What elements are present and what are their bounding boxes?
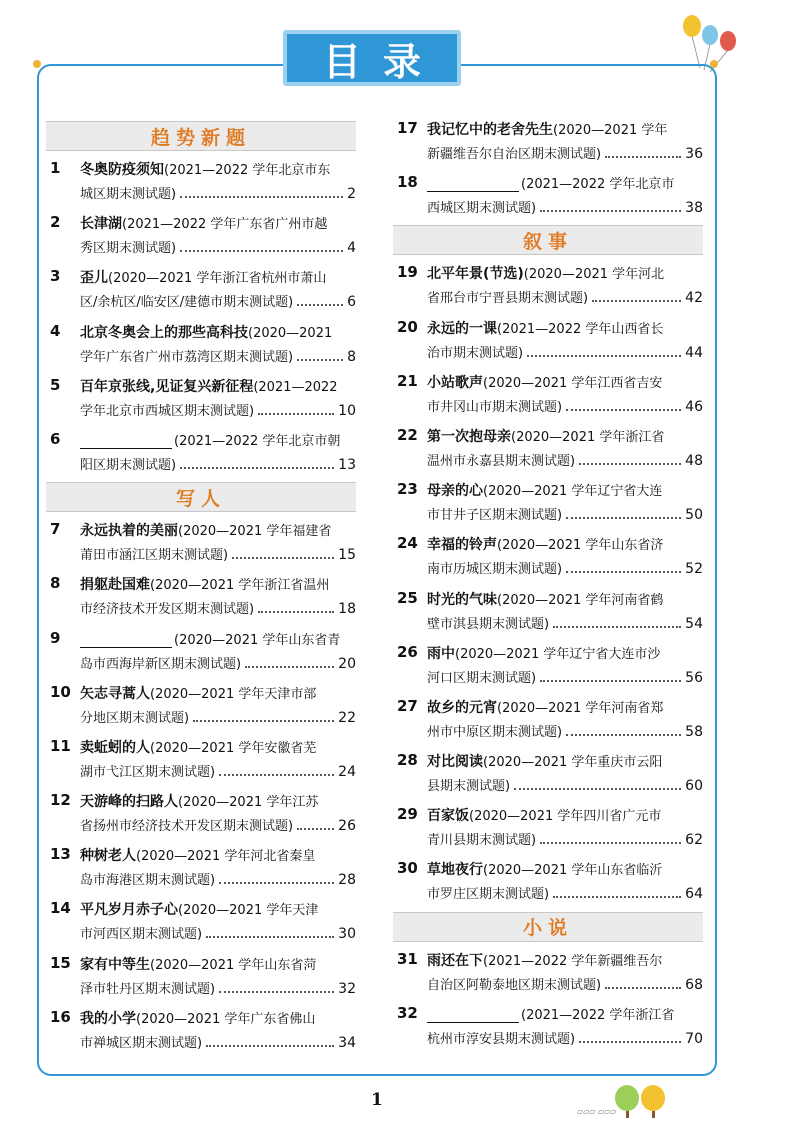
entry-page: 4 <box>347 240 356 257</box>
page-number: 1 <box>371 1090 383 1110</box>
toc-entry[interactable]: 13 种树老人(2020—2021 学年河北省秦皇 岛市海港区期末测试题) 28 <box>50 845 356 889</box>
entry-source: (2021—2022 学年北京市东 <box>164 163 331 178</box>
entry-title: 北京冬奥会上的那些高科技 <box>80 324 248 341</box>
entry-page: 42 <box>685 290 703 307</box>
toc-entry[interactable]: 4 北京冬奥会上的那些高科技(2020—2021 学年广东省广州市荔湾区期末测试题) 8 <box>50 321 356 365</box>
entry-title: 幸福的铃声 <box>427 537 497 554</box>
entry-title: 草地夜行 <box>427 862 483 879</box>
entry-title: 天游峰的扫路人 <box>80 794 178 811</box>
entry-page: 58 <box>685 723 703 740</box>
entry-source: (2021—2022 学年山西省长 <box>497 321 664 337</box>
page-title-text: 目录 <box>322 39 443 84</box>
entry-page: 60 <box>685 778 703 795</box>
entry-page: 15 <box>338 547 356 564</box>
entry-page: 28 <box>338 872 356 889</box>
entry-title: 卖蚯蚓的人 <box>80 739 150 756</box>
entry-title: 歪儿 <box>80 270 108 287</box>
entry-source: (2020—2021 学年江西省吉安 <box>483 375 663 391</box>
toc-right-column <box>393 117 703 1056</box>
toc-entry[interactable]: 28 对比阅读(2020—2021 学年重庆市云阳 县期末测试题) 60 <box>397 751 703 795</box>
entry-source: (2021—2022 学年北京市 <box>521 177 675 193</box>
toc-entry[interactable]: 10 矢志寻蒿人(2020—2021 学年天津市部 分地区期末测试题) 22 <box>50 682 356 726</box>
entry-page: 20 <box>338 655 356 672</box>
entry-source: (2020—2021 学年天津市部 <box>150 686 317 702</box>
blank-title <box>427 178 519 192</box>
toc-entry[interactable]: 11 卖蚯蚓的人(2020—2021 学年安徽省芜 湖市弋江区期末测试题) 24 <box>50 736 356 780</box>
entry-page: 34 <box>338 1034 356 1051</box>
toc-entry[interactable]: 21 小站歌声(2020—2021 学年江西省吉安 市井冈山市期末测试题) 46 <box>397 371 703 415</box>
entry-page: 6 <box>347 294 356 311</box>
toc-entry[interactable]: 12 天游峰的扫路人(2020—2021 学年江苏 省扬州市经济技术开发区期末测试题) 26 <box>50 791 356 835</box>
entry-title: 母亲的心 <box>427 483 483 500</box>
entry-title: 对比阅读 <box>427 754 483 771</box>
entry-page: 26 <box>338 818 356 835</box>
entry-title: 时光的气味 <box>427 591 497 608</box>
entry-page: 18 <box>338 601 356 618</box>
entry-title: 百家饭 <box>427 808 469 825</box>
entry-title: 矢志寻蒿人 <box>80 685 150 702</box>
toc-entry[interactable]: 9 (2020—2021 学年山东省青 岛市西海岸新区期末测试题) 20 <box>50 628 356 672</box>
toc-entry[interactable]: 18 (2021—2022 学年北京市 西城区期末测试题) 38 <box>397 173 703 217</box>
toc-entry[interactable]: 22 第一次抱母亲(2020—2021 学年浙江省 温州市永嘉县期末测试题) 48 <box>397 425 703 469</box>
section-header-trend: 趋势新题 <box>46 121 356 151</box>
trees-icon <box>612 1084 672 1120</box>
entry-source: (2020—2021 学年四川省广元市 <box>469 809 662 825</box>
entry-source: (2020—2021 <box>248 325 333 341</box>
entry-title: 平凡岁月赤子心 <box>80 902 178 919</box>
toc-entry[interactable]: 26 雨中(2020—2021 学年辽宁省大连市沙 河口区期末测试题) 56 <box>397 642 703 686</box>
entry-page: 36 <box>685 146 703 162</box>
entry-title: 我的小学 <box>80 1010 136 1027</box>
entry-page: 8 <box>347 348 356 365</box>
entry-source: (2020—2021 学年江苏 <box>178 795 319 811</box>
toc-entry[interactable]: 25 时光的气味(2020—2021 学年河南省鹤 壁市淇县期末测试题) 54 <box>397 588 703 632</box>
entry-title: 故乡的元宵 <box>427 699 497 716</box>
frame-corner-dot <box>33 60 41 68</box>
entry-source: (2020—2021 学年浙江省温州 <box>150 578 330 594</box>
toc-entry[interactable]: 15 家有中等生(2020—2021 学年山东省菏 泽市牡丹区期末测试题) 32 <box>50 953 356 997</box>
toc-entry[interactable]: 5 百年京张线,见证复兴新征程(2021—2022 学年北京市西城区期末测试题) 10 <box>50 375 356 419</box>
toc-entry[interactable]: 3 歪儿(2020—2021 学年浙江省杭州市萧山 区/余杭区/临安区/建德市期末测试题) 6 <box>50 267 356 311</box>
toc-left-column <box>46 121 356 1060</box>
entry-title: 捐躯赴国难 <box>80 577 150 594</box>
toc-entry[interactable]: 23 母亲的心(2020—2021 学年辽宁省大连 市甘井子区期末测试题) 50 <box>397 480 703 524</box>
entry-page: 13 <box>338 456 356 473</box>
entry-source: (2021—2022 <box>253 379 338 395</box>
entry-title: 北平年景(节选) <box>427 266 524 283</box>
entry-source: (2020—2021 学年河南省郑 <box>497 700 664 716</box>
toc-entry[interactable]: 27 故乡的元宵(2020—2021 学年河南省郑 州市中原区期末测试题) 58 <box>397 696 703 740</box>
toc-entry[interactable]: 20 永远的一课(2021—2022 学年山西省长 治市期末测试题) 44 <box>397 317 703 361</box>
entry-page: 64 <box>685 886 703 903</box>
entry-source: (2020—2021 学年浙江省杭州市萧山 <box>108 271 327 287</box>
entry-page: 46 <box>685 398 703 415</box>
blank-title <box>427 1009 519 1023</box>
entry-source: (2020—2021 学年山东省菏 <box>150 957 317 973</box>
toc-entry[interactable]: 29 百家饭(2020—2021 学年四川省广元市 青川县期末测试题) 62 <box>397 805 703 849</box>
entry-page: 32 <box>338 980 356 997</box>
toc-entry[interactable]: 14 平凡岁月赤子心(2020—2021 学年天津 市河西区期末测试题) 30 <box>50 899 356 943</box>
entry-page: 30 <box>338 926 356 943</box>
toc-entry[interactable]: 17 我记忆中的老舍先生(2020—2021 学年 新疆维吾尔自治区期末测试题) 36 <box>397 119 703 162</box>
entry-title: 雨中 <box>427 645 455 662</box>
page-title <box>283 30 461 86</box>
entry-page: 44 <box>685 344 703 361</box>
entry-page: 70 <box>685 1030 703 1047</box>
entry-title: 永远执着的美丽 <box>80 523 178 540</box>
entry-title: 永远的一课 <box>427 320 497 337</box>
entry-page: 54 <box>685 615 703 632</box>
footer-mark: ▱▱▱ ▱▱▱ <box>577 1107 617 1116</box>
entry-page: 52 <box>685 561 703 578</box>
toc-entry[interactable]: 31 雨还在下(2021—2022 学年新疆维吾尔 自治区阿勒泰地区期末测试题) 68 <box>397 949 703 993</box>
entry-title: 百年京张线,见证复兴新征程 <box>80 378 254 395</box>
entry-source: (2020—2021 学年河北省秦皇 <box>136 849 316 865</box>
entry-page: 10 <box>338 402 356 419</box>
entry-title: 第一次抱母亲 <box>427 428 511 445</box>
entry-source: (2020—2021 学年浙江省 <box>511 429 665 445</box>
section-header-people: 写人 <box>46 482 356 512</box>
entry-title: 种树老人 <box>80 848 136 865</box>
entry-source: (2020—2021 学年天津 <box>178 903 319 919</box>
entry-source: (2020—2021 学年山东省青 <box>174 632 341 648</box>
entry-page: 2 <box>347 186 356 202</box>
toc-entry[interactable]: 32 (2021—2022 学年浙江省 杭州市淳安县期末测试题) 70 <box>397 1003 703 1047</box>
blank-title <box>80 634 172 648</box>
entry-source: (2020—2021 学年山东省临沂 <box>483 863 663 879</box>
entry-source: (2020—2021 学年福建省 <box>178 524 332 540</box>
entry-page: 24 <box>338 763 356 780</box>
entry-source: (2020—2021 学年重庆市云阳 <box>483 755 663 771</box>
entry-page: 50 <box>685 507 703 524</box>
entry-source: (2021—2022 学年新疆维吾尔 <box>483 953 663 969</box>
toc-entry[interactable]: 19 北平年景(节选)(2020—2021 学年河北 省邢台市宁晋县期末测试题) 42 <box>397 263 703 307</box>
toc-entry[interactable]: 30 草地夜行(2020—2021 学年山东省临沂 市罗庄区期末测试题) 64 <box>397 859 703 903</box>
entry-source: (2021—2022 学年浙江省 <box>521 1007 675 1023</box>
toc-entry[interactable]: 1 冬奥防疫须知(2021—2022 学年北京市东 城区期末测试题) 2 <box>50 159 356 202</box>
entry-page: 48 <box>685 452 703 469</box>
entry-source: (2020—2021 学年河北 <box>523 267 665 283</box>
entry-source: (2020—2021 学年河南省鹤 <box>497 592 664 608</box>
entry-page: 62 <box>685 832 703 849</box>
blank-title <box>80 435 172 449</box>
entry-page: 68 <box>685 976 703 993</box>
entry-source: (2021—2022 学年广东省广州市越 <box>122 217 328 233</box>
entry-title: 冬奥防疫须知 <box>80 162 164 178</box>
entry-page: 56 <box>685 669 703 686</box>
entry-title: 小站歌声 <box>427 374 483 391</box>
entry-source: (2020—2021 学年辽宁省大连 <box>483 484 663 500</box>
entry-page: 22 <box>338 709 356 726</box>
section-header-fiction: 小说 <box>393 912 703 942</box>
entry-source: (2020—2021 学年安徽省芜 <box>150 740 317 756</box>
section-header-narrative: 叙事 <box>393 225 703 255</box>
toc-entry[interactable]: 7 永远执着的美丽(2020—2021 学年福建省 莆田市涵江区期末测试题) 15 <box>50 520 356 564</box>
entry-source: (2020—2021 学年辽宁省大连市沙 <box>455 646 661 662</box>
frame-corner-dot <box>710 60 718 68</box>
toc-entry[interactable]: 6 (2021—2022 学年北京市朝 阳区期末测试题) 13 <box>50 429 356 473</box>
entry-page: 38 <box>685 200 703 217</box>
entry-source: (2021—2022 学年北京市朝 <box>174 433 341 449</box>
toc-entry[interactable]: 8 捐躯赴国难(2020—2021 学年浙江省温州 市经济技术开发区期末测试题) 18 <box>50 574 356 618</box>
toc-entry[interactable]: 24 幸福的铃声(2020—2021 学年山东省济 南市历城区期末测试题) 52 <box>397 534 703 578</box>
entry-title: 长津湖 <box>80 216 122 233</box>
toc-entry[interactable]: 2 长津湖(2021—2022 学年广东省广州市越 秀区期末测试题) 4 <box>50 213 356 257</box>
entry-title: 雨还在下 <box>427 952 483 969</box>
entry-title: 我记忆中的老舍先生 <box>427 122 553 138</box>
entry-source: (2020—2021 学年山东省济 <box>497 538 664 554</box>
toc-entry[interactable]: 16 我的小学(2020—2021 学年广东省佛山 市禅城区期末测试题) 34 <box>50 1007 356 1051</box>
entry-source: (2020—2021 学年广东省佛山 <box>136 1011 316 1027</box>
entry-source: (2020—2021 学年 <box>553 123 668 138</box>
entry-title: 家有中等生 <box>80 956 150 973</box>
